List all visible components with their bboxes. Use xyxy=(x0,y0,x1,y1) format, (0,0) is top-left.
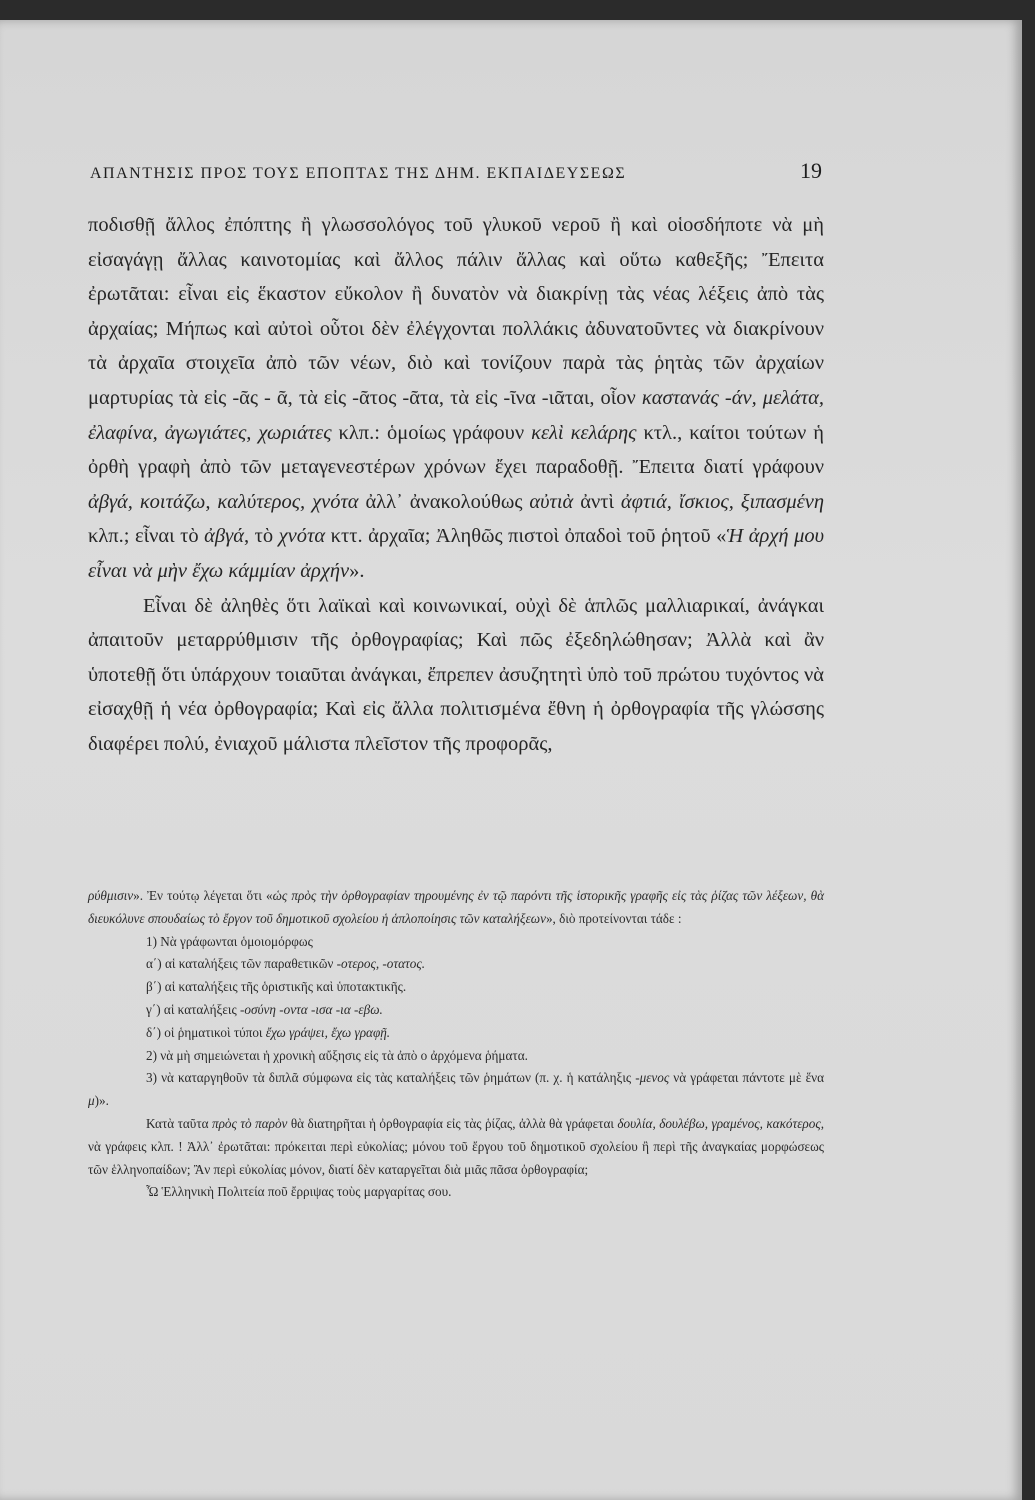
italic-run: ἀβγά xyxy=(204,525,244,548)
italic-run: κελὶ κελάρης xyxy=(531,421,637,444)
footnote-item xyxy=(88,999,824,1022)
text-run: )». xyxy=(94,1093,109,1109)
italic-run: μ xyxy=(88,1093,95,1109)
header-title: ΑΠΑΝΤΗΣΙΣ ΠΡΟΣ ΤΟΥΣ ΕΠΟΠΤΑΣ ΤΗΣ ΔΗΜ. ΕΚΠΑΙΔΕΥΣΕΩΣ xyxy=(90,165,627,182)
text-run: γ΄) αἱ καταλήξεις xyxy=(146,1001,240,1017)
text-run: ». xyxy=(349,559,365,582)
italic-run: δουλία, δουλέβω, γραμένος, κακότερος xyxy=(617,1115,821,1131)
footnote-paragraph xyxy=(88,1113,824,1181)
text-run: 3) νὰ καταργηθοῦν τὰ διπλᾶ σύμφωνα εἰς τὰς καταλήξεις τῶν ῥημάτων (π. χ. ἡ κατάληξις xyxy=(146,1070,636,1086)
text-run: ἀλλ᾽ ἀνακολούθως xyxy=(358,490,530,513)
text-run: θὰ διατηρῆται ἡ ὀρθογραφία εἰς τὰς ῥίζας, ἀλλὰ θὰ γράφεται xyxy=(287,1115,618,1131)
running-header xyxy=(90,158,822,184)
text-run: ». Ἐν τούτῳ λέγεται ὅτι « xyxy=(133,888,273,903)
footnote-item xyxy=(88,1022,824,1045)
italic-run: ἀφτιά, ἴσκιος, ξιπασμένη xyxy=(620,490,824,513)
footnote-item xyxy=(88,1045,824,1068)
text-run: , νὰ γράφεις κλπ. ! Ἀλλ᾽ ἐρωτᾶται: πρόκειται περὶ εὐκολίας; μόνου τοῦ ἔργου τοῦ δημοτικοῦ σχολείου ἢ περὶ τῆς ἀναγκαίας μορφώσεως τῶν ἑλληνοπαίδων; Ἂν περὶ εὐκολίας μόνον, διατί δὲν καταργεῖται διὰ μιᾶς πᾶσα ὀρθογραφία; xyxy=(88,1115,824,1177)
footnote-closing-line: Ὦ Ἑλληνικὴ Πολιτεία ποῦ ἔρριψας τοὺς μαργαρίτας σου. xyxy=(146,1184,452,1200)
italic-run: -μενος xyxy=(635,1070,670,1086)
italic-run: -οσύνη -οντα -ισα -ια -εβω. xyxy=(239,1001,383,1017)
text-run: , τὸ xyxy=(243,525,279,548)
text-run: 1) Νὰ γράφωνται ὁμοιομόρφως xyxy=(146,933,313,949)
text-run: δ΄) οἱ ῥηματικοὶ τύποι xyxy=(146,1024,266,1040)
footnote-intro xyxy=(88,885,824,931)
footnote-item xyxy=(88,976,824,999)
italic-run: ὡς πρὸς τὴν ὀρθογραφίαν τηρουμένης ἐν τῷ παρόντι τῆς ἱστορικῆς γραφῆς εἰς τὰς ῥίζας τῶν λέξεων, θὰ διευκόλυνε σπουδαίως τὸ ἔργον τοῦ δημοτικοῦ σχολείου ἡ ἁπλοποίησις τῶν καταλήξεων xyxy=(88,888,824,926)
book-page xyxy=(0,20,1022,1500)
footnote-item xyxy=(88,931,824,954)
page-number: 19 xyxy=(800,158,822,183)
main-text xyxy=(88,208,824,762)
text-run: ἀντὶ xyxy=(573,490,621,513)
italic-run: Ἡ ἀρχή μου εἶναι νὰ μὴν ἔχω κάμμίαν ἀρχήν xyxy=(88,525,825,582)
text-run: α΄) αἱ καταλήξεις τῶν παραθετικῶν xyxy=(146,956,337,972)
italic-run: αὐτιὰ xyxy=(529,490,574,513)
italic-run: ἔχω γράψει, ἔχω γραφῇ. xyxy=(265,1024,391,1040)
text-run: νὰ γράφεται πάντοτε μὲ ἕνα xyxy=(669,1070,825,1086)
italic-run: καστανάς -άν, μελάτα, ἐλαφίνα, ἀγωγιάτες, χωριάτες xyxy=(88,386,824,444)
italic-run: πρὸς τὸ παρὸν xyxy=(212,1115,288,1131)
text-run: ποδισθῇ ἄλλος ἐπόπτης ἢ γλωσσολόγος τοῦ γλυκοῦ νεροῦ ἢ καὶ οἱοσδήποτε νὰ μὴ εἰσαγάγῃ ἄλλας καινοτομίας καὶ ἄλλος πάλιν ἄλλας καὶ οὕτω καθεξῆς; Ἔπειτα ἐρωτᾶται: εἶναι εἰς ἕκαστον εὔκολον ἢ δυνατὸν νὰ διακρίνῃ τὰς νέας λέξεις ἀπὸ τὰς ἀρχαίας; Μήπως καὶ αὐτοὶ οὗτοι δὲν ἐλέγχονται πολλάκις ἀδυνατοῦντες νὰ διακρίνουν τὰ ἀρχαῖα στοιχεῖα ἀπὸ τῶν νέων, διὸ καὶ τονίζουν παρὰ τὰς ῥητὰς τῶν ἀρχαίων μαρτυρίας τὰ εἰς -ᾶς - ᾶ, τὰ εἰς -ᾶτος -ᾶτα, τὰ εἰς -ῖνα -ιᾶται, οἷον xyxy=(88,214,824,409)
footnote-item xyxy=(88,953,824,976)
italic-run: -οτερος, -οτατος. xyxy=(336,956,425,972)
text-run: κλπ.; εἶναι τὸ xyxy=(88,525,205,548)
paragraph-2: Εἶναι δὲ ἀληθὲς ὅτι λαϊκαὶ καὶ κοινωνικαί, οὐχὶ δὲ ἁπλῶς μαλλιαρικαί, ἀνάγκαι ἀπαιτοῦν μεταρρύθμισιν τῆς ὀρθογραφίας; Καὶ πῶς ἐξεδηλώθησαν; Ἀλλὰ καὶ ἂν ὑποτεθῇ ὅτι ὑπάρχουν τοιαῦται ἀνάγκαι, ἔπρεπεν ἀσυζητητὶ ὑπὸ τοῦ πρώτου τυχόντος νὰ εἰσαχθῇ ἡ νέα ὀρθογραφία; Καὶ εἰς ἄλλα πολιτισμένα ἔθνη ἡ ὀρθογραφία τῆς γλώσσης διαφέρει πολύ, ἐνιαχοῦ μάλιστα πλεῖστον τῆς προφορᾶς, xyxy=(88,594,824,755)
italic-run: ἀβγά, κοιτάζω, καλύτερος, χνότα xyxy=(88,490,359,513)
text-run: κλπ.: ὁμοίως γράφουν xyxy=(331,421,532,444)
italic-run: χνότα xyxy=(278,525,326,548)
footnote xyxy=(88,885,824,1204)
text-run: Κατὰ ταῦτα xyxy=(146,1115,212,1131)
italic-run: ρύθμισιν xyxy=(88,888,134,903)
text-run: 2) νὰ μὴ σημειώνεται ἡ χρονικὴ αὔξησις εἰς τὰ ἀπὸ ο ἀρχόμενα ῥήματα. xyxy=(146,1047,528,1063)
footnote-item-3 xyxy=(88,1067,824,1113)
paragraph-1 xyxy=(88,208,824,589)
text-run: κττ. ἀρχαῖα; Ἀληθῶς πιστοὶ ὀπαδοὶ τοῦ ῥητοῦ « xyxy=(325,525,727,548)
text-run: », διὸ προτείνονται τάδε : xyxy=(545,910,682,926)
text-run: κτλ., καίτοι τούτων ἡ ὀρθὴ γραφὴ ἀπὸ τῶν μεταγενεστέρων χρόνων ἔχει παραδοθῇ. Ἔπειτα διατί γράφουν xyxy=(88,421,824,479)
text-run: β΄) αἱ καταλήξεις τῆς ὁριστικῆς καὶ ὑποτακτικῆς. xyxy=(146,979,407,995)
